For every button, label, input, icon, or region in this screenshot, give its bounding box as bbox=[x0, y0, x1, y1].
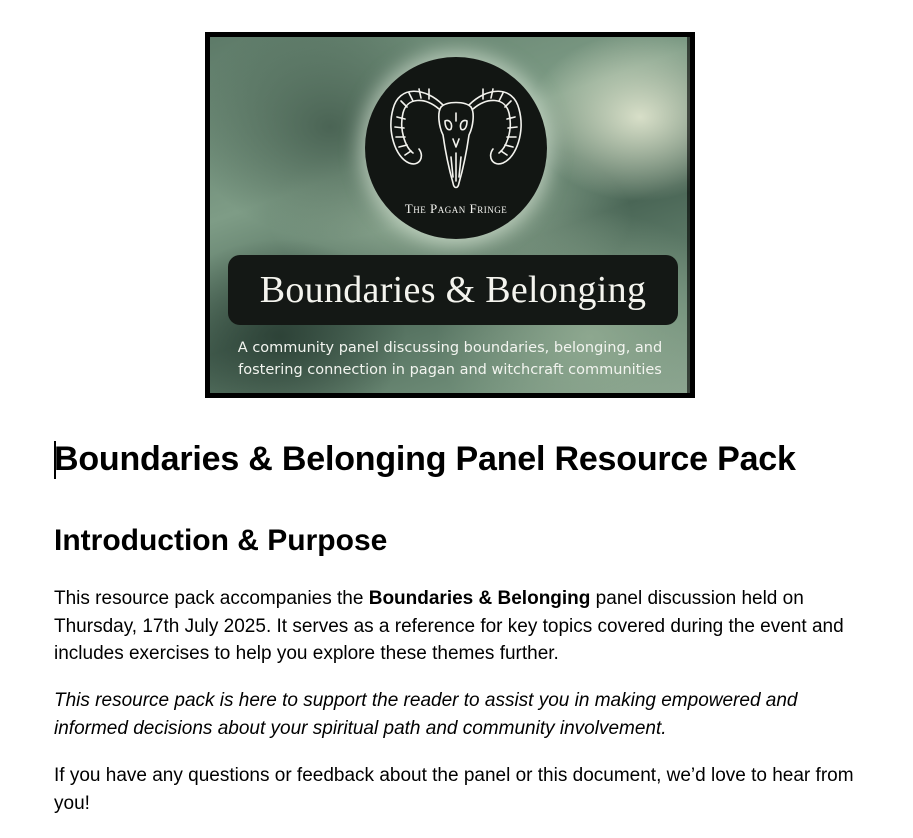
banner-subtitle-line1: A community panel discussing boundaries, belonging, and bbox=[237, 340, 663, 356]
emblem-circle bbox=[365, 57, 547, 239]
emblem-text: The Pagan Fringe bbox=[404, 201, 508, 216]
banner-edge bbox=[687, 37, 690, 393]
document-title[interactable]: Boundaries & Belonging Panel Resource Pack bbox=[54, 440, 796, 478]
intro-text-end: panel discussion held on Thursday, 17th July 2025. It serves as a reference for key topics covered during the event and includes exercises to help you explore these themes further. bbox=[54, 588, 844, 664]
banner-subtitle bbox=[216, 337, 684, 381]
banner-subtitle-line2: fostering connection in pagan and witchcraft communities bbox=[238, 362, 662, 378]
feedback-paragraph[interactable]: If you have any questions or feedback about the panel or this document, we’d love to hear from you! bbox=[54, 765, 854, 814]
intro-text-start: This resource pack accompanies the bbox=[54, 588, 369, 609]
banner-title-pill bbox=[228, 255, 678, 325]
intro-bold-event-name: Boundaries & Belonging bbox=[368, 588, 591, 609]
banner-image bbox=[205, 32, 695, 398]
intro-paragraph[interactable] bbox=[54, 585, 854, 668]
section-heading[interactable]: Introduction & Purpose bbox=[54, 524, 388, 557]
banner-title: Boundaries & Belonging bbox=[259, 269, 647, 311]
purpose-paragraph[interactable]: This resource pack is here to support the reader to assist you in making empowered and informed decisions about your spiritual path and community involvement. bbox=[54, 690, 798, 739]
